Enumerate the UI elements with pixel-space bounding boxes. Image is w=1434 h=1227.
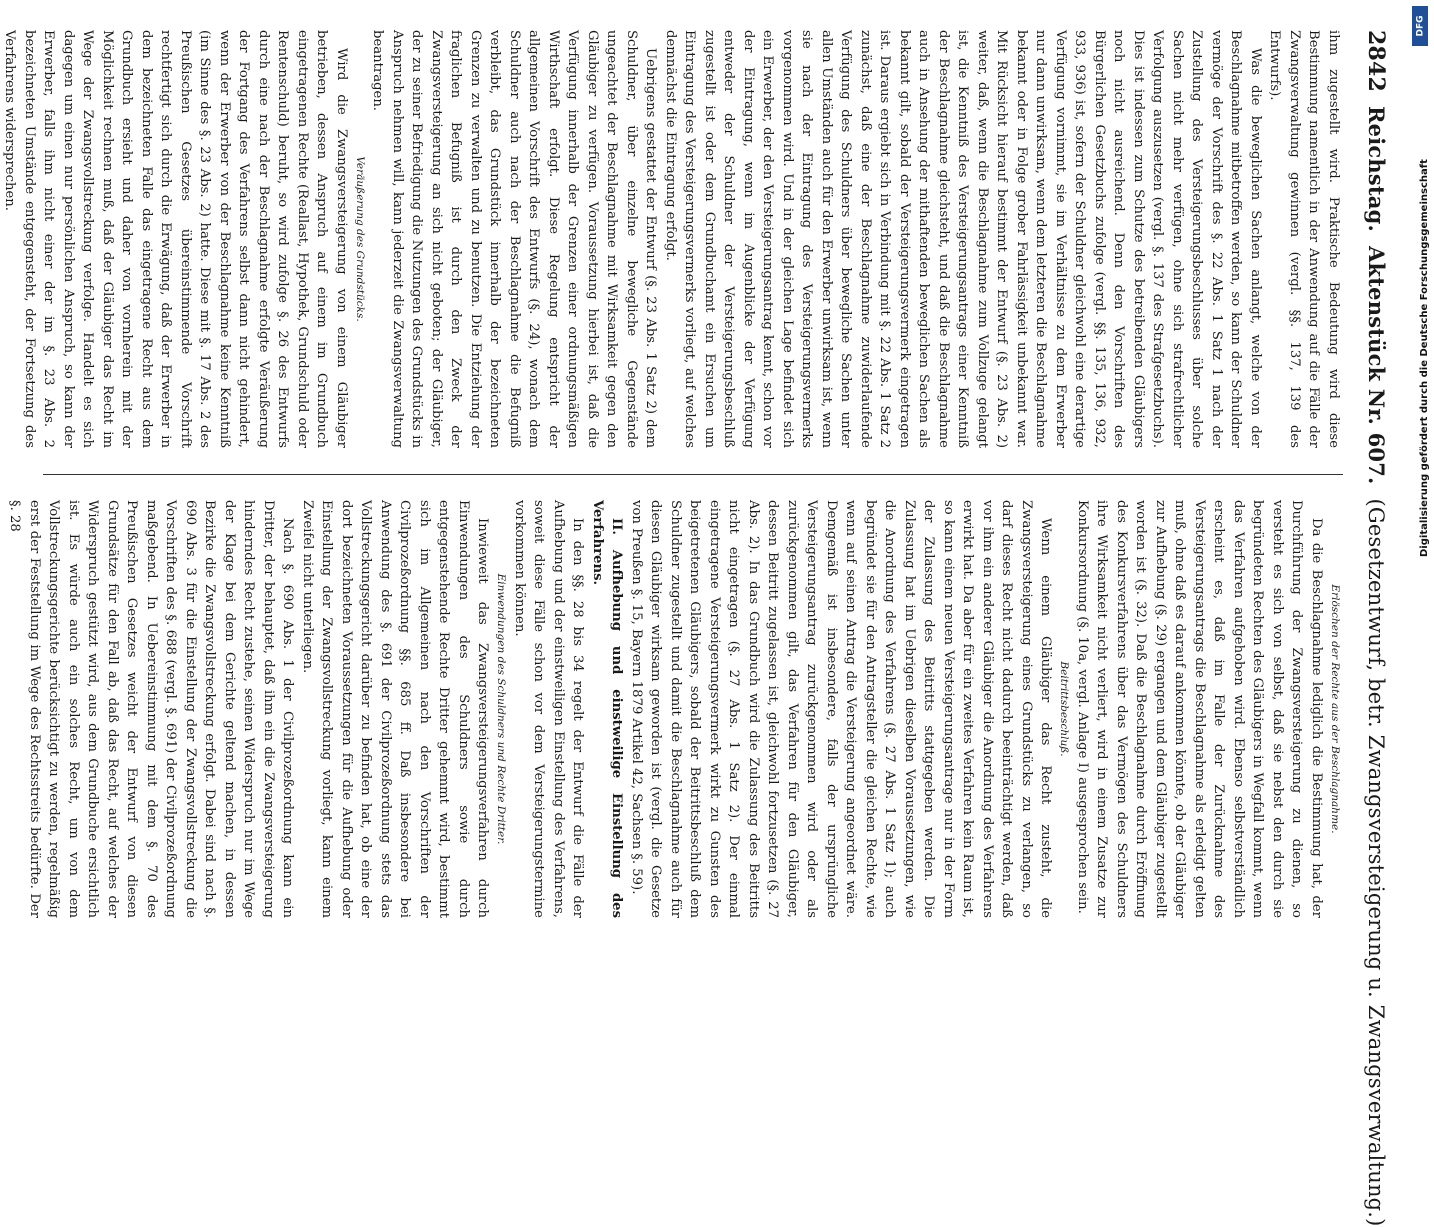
paragraph: Wenn einem Gläubiger das Recht zusteht, die Zwangsversteigerung eines Grundstücks zu verlangen, so darf dieses Recht nicht dadurch beeinträchtigt werden, daß vor ihm ein anderer Gläubiger die Anordnung des Verfahrens erwirkt hat. Da aber für ein zweites Verfahren kein Raum ist, so kann einem neuen Versteigerungsantrage nur in der Form der Zulassung des Beitritts stattgegeben werden. Die Zulassung hat im Uebrigen dieselben Voraussetzungen, wie die Anordnung des Verfahrens (§. 27 Abs. 1 Satz 1); auch begründet sie für den Antragsteller die gleichen Rechte, wie wenn auf seinen Antrag die Versteigerung angeordnet wäre. Demgemäß ist insbesondere, falls der ursprüngliche Versteigerungsantrag zurückgenommen wird oder als zurückgenommen gilt, das Verfahren für den Gläubiger, dessen Beitritt zugelassen ist, gleichwohl fortzusetzen (§. 27 Abs. 2). In das Grundbuch wird die Zulassung des Beitritts nicht eingetragen (§. 27 Abs. 1 Satz 2). Der einmal eingetragene Versteigerungsvermerk wirkt zu Gunsten des beigetretenen Gläubigers, sobald der Beitrittsbeschluß dem Schuldner zugestellt und damit die Beschlagnahme auch für diesen Gläubiger wirksam geworden ist (vergl. die Gesetze von Preußen §. 15, Bayern 1879 Artikel 42, Sachsen §. 59). <box>629 500 1054 918</box>
digitization-credit: Digitalisierung gefördert durch die Deutsche Forschungsgemeinschaft <box>1419 159 1430 557</box>
paragraph: ihm zugestellt wird. Praktische Bedeutung wird diese Bestimmung namentlich in der Anwendung auf die Fälle der Zwangsverwaltung gewinnen (vergl. §§. 137, 139 des Entwurfs). <box>1267 30 1341 448</box>
paragraph: Wird die Zwangsversteigerung von einem Gläubiger betrieben, dessen Anspruch auf einem im Grundbuch eingetragenen Rechte (Reallast, Hypothek, Grundschuld oder Rentenschuld) beruht, so wird zufolge §. 26 des Entwurfs durch eine nach der Beschlagnahme erfolgte Veräußerung der Fortgang des Verfahrens selbst dann nicht gehindert, wenn der Erwerber von der Beschlagnahme keine Kenntniß (im Sinne des §. 23 Abs. 2) hatte. Diese mit §. 17 Abs. 2 des Preußischen Gesetzes übereinstimmende Vorschrift rechtfertigt sich durch die Erwägung, daß der Erwerber in dem bezeichneten Falle das eingetragene Recht aus dem Grundbuch ersieht und daher von vornherein mit der Möglichkeit rechnen muß, daß der Gläubiger das Recht im Wege der Zwangsvollstreckung verfolge. Handelt es sich dagegen um einen nur persönlichen Anspruch, so kann der Erwerber, falls ihm nicht einer der im §. 23 Abs. 2 bezeichneten Umstände entgegensteht, der Fortsetzung des Verfahrens widersprechen. <box>2 30 349 448</box>
section-subheading: Erlöschen der Rechte aus der Beschlagnahme. <box>1329 584 1341 834</box>
paragraph: Uebrigens gestattet der Entwurf (§. 23 Abs. 1 Satz 2) dem Schuldner, über einzelne bewegliche Gegenstände ungeachtet der Beschlagnahme mit Wirksamkeit gegen den Gläubiger zu verfügen. Voraussetzung hierbei ist, daß die Verfügung innerhalb der Grenzen einer ordnungsmäßigen Wirthschaft erfolgt. Diese Regelung entspricht der allgemeinen Vorschrift des Entwurfs (§. 24), wonach dem Schuldner auch nach der Beschlagnahme die Befugniß verbleibt, das Grundstück innerhalb der bezeichneten Grenzen zu verwalten und zu benutzen. Die Entziehung der fraglichen Befugniß ist durch den Zweck der Zwangsversteigerung an sich nicht geboten; der Gläubiger, der zu seiner Befriedigung die Nutzungen des Grundstücks in Anspruch nehmen will, kann jederzeit die Zwangsverwaltung beantragen. <box>370 30 659 448</box>
section-subheading: Veräußerung des Grundstücks. <box>354 156 366 322</box>
dfg-logo-badge <box>1412 6 1428 46</box>
column-divider <box>43 474 1343 475</box>
page-number: 2842 <box>1363 30 1389 93</box>
dfg-logo-text: DFG <box>1415 15 1426 37</box>
document-page <box>2 30 1389 1227</box>
section-heading: II. Aufhebung und einstweilige Einstellung des Verfahrens. <box>590 500 625 918</box>
header-center: Aktenstück Nr. 607. <box>1364 246 1389 485</box>
right-column <box>7 500 1343 918</box>
section-subheading: Beitrittsbeschluß. <box>1058 661 1071 757</box>
left-column <box>2 30 1343 448</box>
header-left: Reichstag. <box>1364 106 1389 233</box>
paragraph: Was die beweglichen Sachen anlangt, welche von der Beschlagnahme mitbetroffen werden, so kann der Schuldner vermöge der Vorschrift des §. 22 Abs. 1 Satz 1 nach der Zustellung des Versteigerungsbeschlusses über solche Sachen nicht mehr verfügen, ohne sich strafrechtlicher Verfolgung auszusetzen (vergl. §. 137 des Strafgesetzbuchs). Dies ist indessen zum Schutze des betreibenden Gläubigers noch nicht ausreichend. Denn den Vorschriften des Bürgerlichen Gesetzbuchs zufolge (vergl. §§. 135, 136, 932, 933, 936) ist, sofern der Schuldner gleichwohl eine derartige Verfügung vornimmt, sie im Verhältnisse zu dem Erwerber nur dann unwirksam, wenn dem letzteren die Beschlagnahme bekannt oder in Folge grober Fahrlässigkeit unbekannt war. Mit Rücksicht hierauf bestimmt der Entwurf (§. 23 Abs. 2) weiter, daß, wenn die Beschlagnahme zum Vollzuge gelangt ist, die Kenntniß des Versteigerungsantrags einer Kenntniß der Beschlagnahme gleichsteht, und daß die Beschlagnahme auch in Ansehung der mithaftenden beweglichen Sachen als bekannt gilt, sobald der Versteigerungsvermerk eingetragen ist. Daraus ergiebt sich in Verbindung mit §. 22 Abs. 1 Satz 2 zunächst, daß eine der Beschlagnahme zuwiderlaufende Verfügung des Schuldners über bewegliche Sachen unter allen Umständen auch für den Erwerber unwirksam ist, wenn sie nach der Eintragung des Versteigerungsvermerks vorgenommen wird. Und in der gleichen Lage befindet sich ein Erwerber, der den Versteigerungsantrag kennt, schon vor der Eintragung, wenn im Augenblicke der Verfügung entweder der Schuldner der Versteigerungsbeschluß zugestellt ist oder dem Grundbuchamt ein Ersuchen um Eintragung des Versteigerungsvermerks vorliegt, auf welches demnächst die Eintragung erfolgt. <box>663 30 1263 448</box>
header-right: (Gesetzentwurf, betr. Zwangsversteigerung u. Zwangsverwaltung.) <box>1364 498 1388 1227</box>
paragraph: Nach §. 690 Abs. 1 der Civilprozeßordnung kann ein Dritter, der behauptet, daß ihm ein die Zwangsversteigerung hinderndes Recht zustehe, seinen Widerspruch nur im Wege der Klage bei dem Gerichte geltend machen, in dessen Bezirke die Zwangsvollstreckung erfolgt. Dabei sind nach §. 690 Abs. 3 für die Einstellung der Zwangsvollstreckung die Vorschriften des §. 688 (vergl. §. 691) der Civilprozeßordnung maßgebend. In Uebereinstimmung mit dem §. 70 des Preußischen Gesetzes weicht der Entwurf von diesen Grundsätze für den Fall ab, daß das Recht, auf welches der Widerspruch gestützt wird, aus dem Grundbuche ersichtlich ist. Es würde auch ein solches Recht, um von dem Vollstreckungsgerichte berücksichtigt zu werden, regelmäßig erst der Feststellung im Wege des Rechtsstreits bedürfte. Der §. 28 <box>7 500 296 918</box>
paragraph: In den §§. 28 bis 34 regelt der Entwurf die Fälle der Aufhebung und der einstweiligen Einstellung des Verfahrens, soweit diese Fälle schon vor dem Versteigerungstermine vorkommen können. <box>512 500 586 918</box>
running-header <box>1355 30 1389 1227</box>
paragraph: Inwieweit das Zwangsversteigerungsverfahren durch Einwendungen des Schuldners sowie durch entgegenstehende Rechte Dritter gehemmt wird, bestimmt sich im Allgemeinen nach den Vorschriften der Civilprozeßordnung §§. 685 ff. Daß insbesondere bei Anwendung des §. 691 der Civilprozeßordnung stets das Vollstreckungsgericht darüber zu befinden hat, ob eine der dort bezeichneten Voraussetzungen für die Aufhebung oder Einstellung der Zwangsvollstreckung vorliegt, kann einem Zweifel nicht unterliegen. <box>300 500 491 918</box>
paragraph: Da die Beschlagnahme lediglich die Bestimmung hat, der Durchführung der Zwangsversteigerung zu dienen, so versteht es sich von selbst, daß sie nebst den durch sie begründeten Rechten des Gläubigers in Wegfall kommt, wenn das Verfahren aufgehoben wird. Ebenso selbstverständlich erscheint es, daß im Falle der Zurücknahme des Versteigerungsantrags die Beschlagnahme als erledigt gelten muß, ohne daß es darauf ankommen könnte, ob der Gläubiger zur Aufhebung (§. 29) ergangen und dem Gläubiger zugestellt worden ist (§. 32). Daß die Beschlagnahme durch Eröffnung des Konkursverfahrens über das Vermögen des Schuldners ihre Wirksamkeit nicht verliert, wird in einem Zusatze zur Konkursordnung (§. 10a, vergl. Anlage I) ausgesprochen sein. <box>1075 500 1324 918</box>
section-subheading: Einwendungen des Schuldners und Rechte Dritter. <box>495 573 508 845</box>
